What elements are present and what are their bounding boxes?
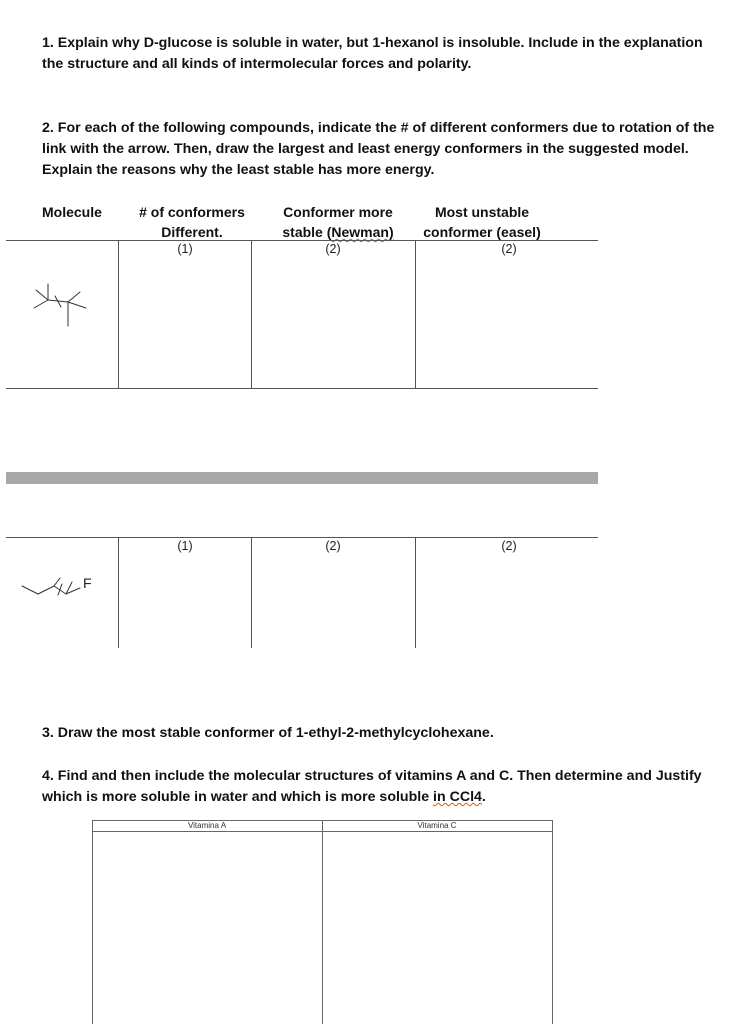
molecule-1-structure <box>28 278 94 338</box>
table1-points-unstable: (2) <box>501 242 517 256</box>
question-4-text-solvent: in CCl4 <box>433 789 482 805</box>
header-unstable-line2: conformer (easel) <box>423 224 541 240</box>
table1-top-rule <box>6 240 598 241</box>
header-unstable <box>414 202 550 242</box>
table2-points-stable: (2) <box>325 539 341 553</box>
question-4 <box>42 766 722 808</box>
header-molecule: Molecule <box>42 204 102 220</box>
table2-divider-2 <box>251 537 252 648</box>
question-3 <box>42 723 722 744</box>
table2-points-unstable: (2) <box>501 539 517 553</box>
header-stable-line2a: stable ( <box>282 224 332 240</box>
header-conformers-line2: Different. <box>161 224 223 240</box>
table1-points-stable: (2) <box>325 242 341 256</box>
question-2-text: 2. For each of the following compounds, indicate the # of different conformers due to rotation of the link with the arrow. Then, draw the largest and least energy conformers in the suggested model. Explain the reasons why the least stable has more energy. <box>42 120 715 178</box>
header-stable-line2b: Newman) <box>331 224 394 240</box>
question-1-text: 1. Explain why D-glucose is soluble in water, but 1-hexanol is insoluble. Include in the explanation the structure and all kinds of intermolecular forces and polarity. <box>42 35 703 72</box>
table2-top-rule <box>6 537 598 538</box>
vitamins-table-middle <box>322 820 323 1024</box>
table1-bottom-rule <box>6 388 598 389</box>
question-4-text-main: 4. Find and then include the molecular structures of vitamins A and C. Then determine and Justify which is more soluble in water and which is more soluble <box>42 768 702 805</box>
table2-points-conformers: (1) <box>177 539 193 553</box>
vitamin-c-header: Vitamina C <box>417 821 457 830</box>
table1-divider-1 <box>118 240 119 388</box>
header-unstable-line1: Most unstable <box>434 204 530 220</box>
question-4-text-end: . <box>481 789 486 805</box>
vitamin-a-header: Vitamina A <box>187 821 227 830</box>
header-stable-line2 <box>266 222 410 242</box>
vitamins-table-left <box>92 820 93 1024</box>
section-separator <box>6 472 598 484</box>
table2-divider-1 <box>118 537 119 648</box>
question-4-text <box>42 766 722 808</box>
table1-divider-2 <box>251 240 252 388</box>
vitamins-table-right <box>552 820 553 1024</box>
header-conformers-line1: # of conformers <box>139 204 245 220</box>
header-stable-line1: Conformer more <box>283 204 393 220</box>
header-conformers <box>130 202 254 242</box>
table2-divider-3 <box>415 537 416 648</box>
question-2 <box>42 118 722 181</box>
molecule-2-fluorine-label: F <box>83 575 92 591</box>
header-stable <box>266 202 410 242</box>
question-1 <box>42 33 722 75</box>
vitamins-table <box>92 820 552 1024</box>
question-3-text: 3. Draw the most stable conformer of 1-ethyl-2-methylcyclohexane. <box>42 725 494 741</box>
table1-points-conformers: (1) <box>177 242 193 256</box>
table1-divider-3 <box>415 240 416 388</box>
